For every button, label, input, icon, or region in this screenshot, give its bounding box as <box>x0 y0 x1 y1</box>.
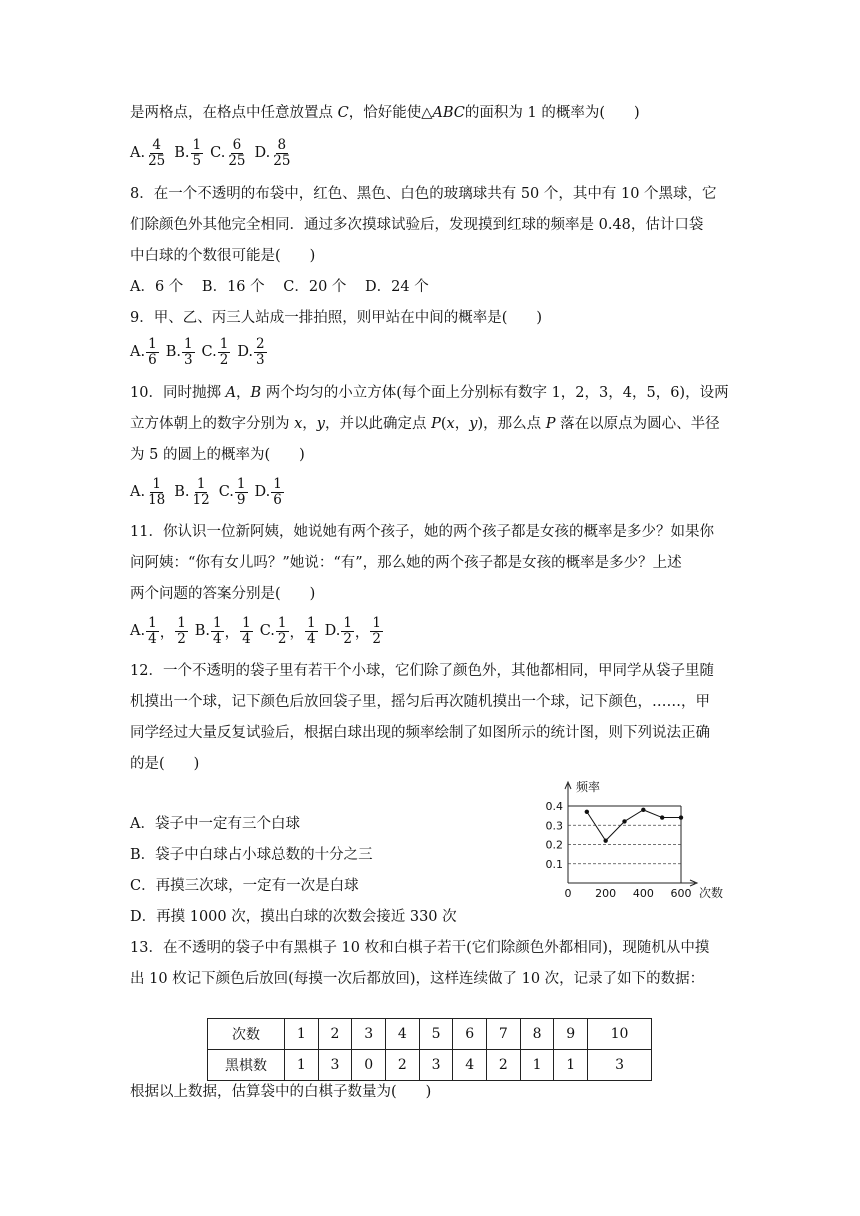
q11-option-a <box>130 616 189 647</box>
q10-line-1: 10．同时抛掷 A，B 两个均匀的小立方体(每个面上分别标有数字 1，2，3，4，5，6)，设两 <box>130 385 729 401</box>
table-header-cell: 次数 <box>208 1019 285 1050</box>
fraction-denominator: 4 <box>148 630 157 647</box>
fraction-denominator: 2 <box>277 630 287 647</box>
table-cell: 2 <box>487 1050 521 1081</box>
fraction-numerator: 1 <box>372 614 382 631</box>
q7-option-c <box>210 138 248 169</box>
fraction-numerator: 2 <box>256 335 265 352</box>
option-fraction <box>191 477 212 508</box>
q12-line-3: 同学经过大量反复试验后，根据白球出现的频率绘制了如图所示的统计图，则下列说法正确 <box>130 725 710 741</box>
q10-option-c <box>219 477 249 508</box>
q8-options <box>130 277 443 297</box>
q11-line-1: 11．你认识一位新阿姨，她说她有两个孩子，她的两个孩子都是女孩的概率是多少？如果你 <box>130 524 714 540</box>
q8-option-a: A．6 个 <box>130 279 184 295</box>
x-tick-label: 400 <box>632 887 654 900</box>
q9-option-b <box>166 337 196 368</box>
option-label: D. <box>237 344 254 360</box>
option-fraction-second <box>175 616 188 647</box>
fraction-numerator: 1 <box>277 614 287 631</box>
q9-option-a <box>130 337 160 368</box>
option-fraction <box>146 138 167 169</box>
option-fraction <box>146 337 159 368</box>
option-label: C. <box>218 484 234 500</box>
option-fraction <box>146 477 167 508</box>
option-fraction-second <box>370 616 383 647</box>
fraction-denominator: 4 <box>213 630 222 647</box>
fraction-denominator: 25 <box>148 152 166 169</box>
table-cell: 3 <box>588 1050 652 1081</box>
option-label: C. <box>201 344 217 360</box>
option-label: A. <box>130 344 146 360</box>
fraction-numerator: 1 <box>307 614 316 631</box>
q11-option-b <box>195 616 254 647</box>
data-point <box>585 810 589 814</box>
frequency-line-chart <box>535 776 735 901</box>
fraction-denominator: 3 <box>256 351 265 368</box>
option-fraction-first <box>146 616 159 647</box>
option-fraction-second <box>240 616 253 647</box>
table-cell: 5 <box>419 1019 453 1050</box>
option-fraction-first <box>211 616 224 647</box>
fraction-denominator: 5 <box>192 152 202 169</box>
option-fraction <box>254 337 267 368</box>
fraction-denominator: 4 <box>307 630 316 647</box>
option-fraction-first <box>341 616 354 647</box>
fraction-denominator: 2 <box>372 630 382 647</box>
option-label: A. <box>130 484 146 500</box>
q9-options <box>130 332 274 372</box>
fraction-denominator: 2 <box>177 630 186 647</box>
data-point <box>622 819 626 823</box>
option-label: D. <box>254 484 271 500</box>
q12-option-d: D．再摸 1000 次，摸出白球的次数会接近 330 次 <box>130 909 457 925</box>
table-cell: 8 <box>520 1019 554 1050</box>
q10-option-b <box>174 477 212 508</box>
q12-option-a: A．袋子中一定有三个白球 <box>130 816 300 832</box>
table-header-cell: 黑棋数 <box>208 1050 285 1081</box>
option-separator: ， <box>289 624 305 641</box>
option-fraction-first <box>276 616 289 647</box>
q11-line-2: 问阿姨：“你有女儿吗？”她说：“有”，那么她的两个孩子都是女孩的概率是多少？上述 <box>130 555 682 571</box>
x-tick-label: 0 <box>564 887 572 900</box>
q13-line-2: 出 10 枚记下颜色后放回(每摸一次后都放回)，这样连续做了 10 次，记录了如下的数据： <box>130 971 705 987</box>
option-separator: ， <box>354 624 370 641</box>
option-fraction <box>218 337 231 368</box>
q8-line-1: 8．在一个不透明的布袋中，红色、黑色、白色的玻璃球共有 50 个，其中有 10 个黑球，它 <box>130 186 717 202</box>
table-cell: 7 <box>487 1019 521 1050</box>
q11-option-c <box>260 616 319 647</box>
q7-option-d <box>255 138 294 169</box>
table-row <box>208 1050 652 1081</box>
table-cell: 10 <box>588 1019 652 1050</box>
q13-after-text: 根据以上数据，估算袋中的白棋子数量为( ) <box>130 1084 432 1100</box>
fraction-denominator: 25 <box>228 152 246 169</box>
q10-line-2: 立方体朝上的数字分别为 x，y，并以此确定点 P(x，y)，那么点 P 落在以原点为圆心、半径 <box>130 416 720 432</box>
q7-options <box>130 133 299 173</box>
fraction-denominator: 12 <box>192 491 210 508</box>
option-label: B. <box>174 484 190 500</box>
table-cell: 1 <box>285 1050 319 1081</box>
option-fraction <box>226 138 247 169</box>
q10-options <box>130 472 291 512</box>
fraction-numerator: 1 <box>273 475 282 492</box>
table-row <box>208 1019 652 1050</box>
option-label: B. <box>194 623 211 639</box>
q13-data-table <box>207 1018 652 1081</box>
q12-line-4: 的是( ) <box>130 756 200 772</box>
table-cell: 4 <box>386 1019 420 1050</box>
fraction-numerator: 1 <box>242 614 251 631</box>
q11-option-d <box>325 616 384 647</box>
fraction-numerator: 1 <box>196 475 206 492</box>
option-separator: ， <box>159 624 175 641</box>
q10-line-3: 为 5 的圆上的概率为( ) <box>130 447 305 463</box>
q10-option-d <box>255 477 285 508</box>
fraction-numerator: 1 <box>213 614 222 631</box>
table-cell: 1 <box>554 1050 588 1081</box>
fraction-denominator: 2 <box>219 351 229 368</box>
q8-line-2: 们除颜色外其他完全相同．通过多次摸球试验后，发现摸到红球的频率是 0.48，估计口袋 <box>130 217 704 233</box>
fraction-denominator: 6 <box>148 351 157 368</box>
table-cell: 3 <box>318 1050 352 1081</box>
table-cell: 0 <box>352 1050 386 1081</box>
table-cell: 2 <box>318 1019 352 1050</box>
q11-options <box>130 611 390 651</box>
table-cell: 9 <box>554 1019 588 1050</box>
q12-line-1: 12．一个不透明的袋子里有若干个小球，它们除了颜色外，其他都相同，甲同学从袋子里随 <box>130 663 714 679</box>
q11-line-3: 两个问题的答案分别是( ) <box>130 586 316 602</box>
option-fraction <box>235 477 248 508</box>
q13-line-1: 13．在不透明的袋子中有黑棋子 10 枚和白棋子若干(它们除颜色外都相同)，现随机从中摸 <box>130 940 710 956</box>
option-fraction <box>191 138 204 169</box>
y-tick-label: 0.4 <box>545 800 563 813</box>
option-label: A. <box>130 145 146 161</box>
table-cell: 4 <box>453 1050 487 1081</box>
option-fraction <box>271 477 284 508</box>
x-tick-label: 600 <box>670 887 692 900</box>
data-point <box>679 815 683 819</box>
x-tick-label: 200 <box>595 887 617 900</box>
fraction-denominator: 18 <box>148 491 166 508</box>
fraction-denominator: 6 <box>273 491 282 508</box>
fraction-denominator: 9 <box>236 491 246 508</box>
y-tick-label: 0.1 <box>545 857 563 871</box>
fraction-numerator: 4 <box>152 136 161 153</box>
y-tick-label: 0.3 <box>545 819 563 833</box>
q10-option-a <box>130 477 168 508</box>
data-point <box>660 815 664 819</box>
y-tick-label: 0.2 <box>545 838 563 852</box>
option-label: D. <box>324 623 341 639</box>
option-fraction-second <box>305 616 318 647</box>
data-point <box>641 808 645 812</box>
fraction-denominator: 3 <box>183 351 193 368</box>
option-fraction <box>271 138 292 169</box>
table-cell: 6 <box>453 1019 487 1050</box>
y-axis-label: 频率 <box>576 780 601 794</box>
option-separator: ， <box>224 624 240 641</box>
q7-option-b <box>174 138 204 169</box>
option-label: C. <box>210 145 226 161</box>
option-label: D. <box>254 145 271 161</box>
option-label: B. <box>165 344 181 360</box>
fraction-numerator: 1 <box>152 475 161 492</box>
option-fraction <box>182 337 195 368</box>
data-point <box>603 838 607 842</box>
q7-option-a <box>130 138 168 169</box>
option-label: A. <box>130 623 146 639</box>
table-cell: 2 <box>386 1050 420 1081</box>
q8-option-b: B．16 个 <box>201 279 265 295</box>
fraction-numerator: 1 <box>148 335 157 352</box>
option-label: B. <box>174 145 190 161</box>
x-axis-label: 次数 <box>699 886 724 900</box>
fraction-numerator: 6 <box>232 136 242 153</box>
q12-option-c: C．再摸三次球，一定有一次是白球 <box>130 878 359 894</box>
fraction-numerator: 1 <box>177 614 186 631</box>
q7-text: 是两格点，在格点中任意放置点 C，恰好能使△ABC的面积为 1 的概率为( ) <box>130 105 640 121</box>
q12-line-2: 机摸出一个球，记下颜色后放回袋子里，摇匀后再次随机摸出一个球，记下颜色，……，甲 <box>130 694 710 710</box>
fraction-numerator: 1 <box>148 614 157 631</box>
option-label: C. <box>259 623 275 639</box>
fraction-numerator: 1 <box>192 136 202 153</box>
table-cell: 1 <box>520 1050 554 1081</box>
fraction-denominator: 4 <box>242 630 251 647</box>
table-cell: 1 <box>285 1019 319 1050</box>
q12-option-b: B．袋子中白球占小球总数的十分之三 <box>130 847 373 863</box>
fraction-denominator: 2 <box>343 630 352 647</box>
fraction-numerator: 1 <box>183 335 193 352</box>
q8-option-d: D．24 个 <box>365 279 429 295</box>
q9-line-1: 9．甲、乙、丙三人站成一排拍照，则甲站在中间的概率是( ) <box>130 310 543 326</box>
table-cell: 3 <box>419 1050 453 1081</box>
fraction-numerator: 8 <box>277 136 287 153</box>
table-cell: 3 <box>352 1019 386 1050</box>
fraction-numerator: 1 <box>343 614 352 631</box>
fraction-numerator: 1 <box>219 335 229 352</box>
fraction-denominator: 25 <box>273 152 291 169</box>
q9-option-d <box>237 337 267 368</box>
q8-option-c: C．20 个 <box>283 279 347 295</box>
q8-line-3: 中白球的个数很可能是( ) <box>130 248 316 264</box>
q9-option-c <box>202 337 232 368</box>
fraction-numerator: 1 <box>236 475 246 492</box>
